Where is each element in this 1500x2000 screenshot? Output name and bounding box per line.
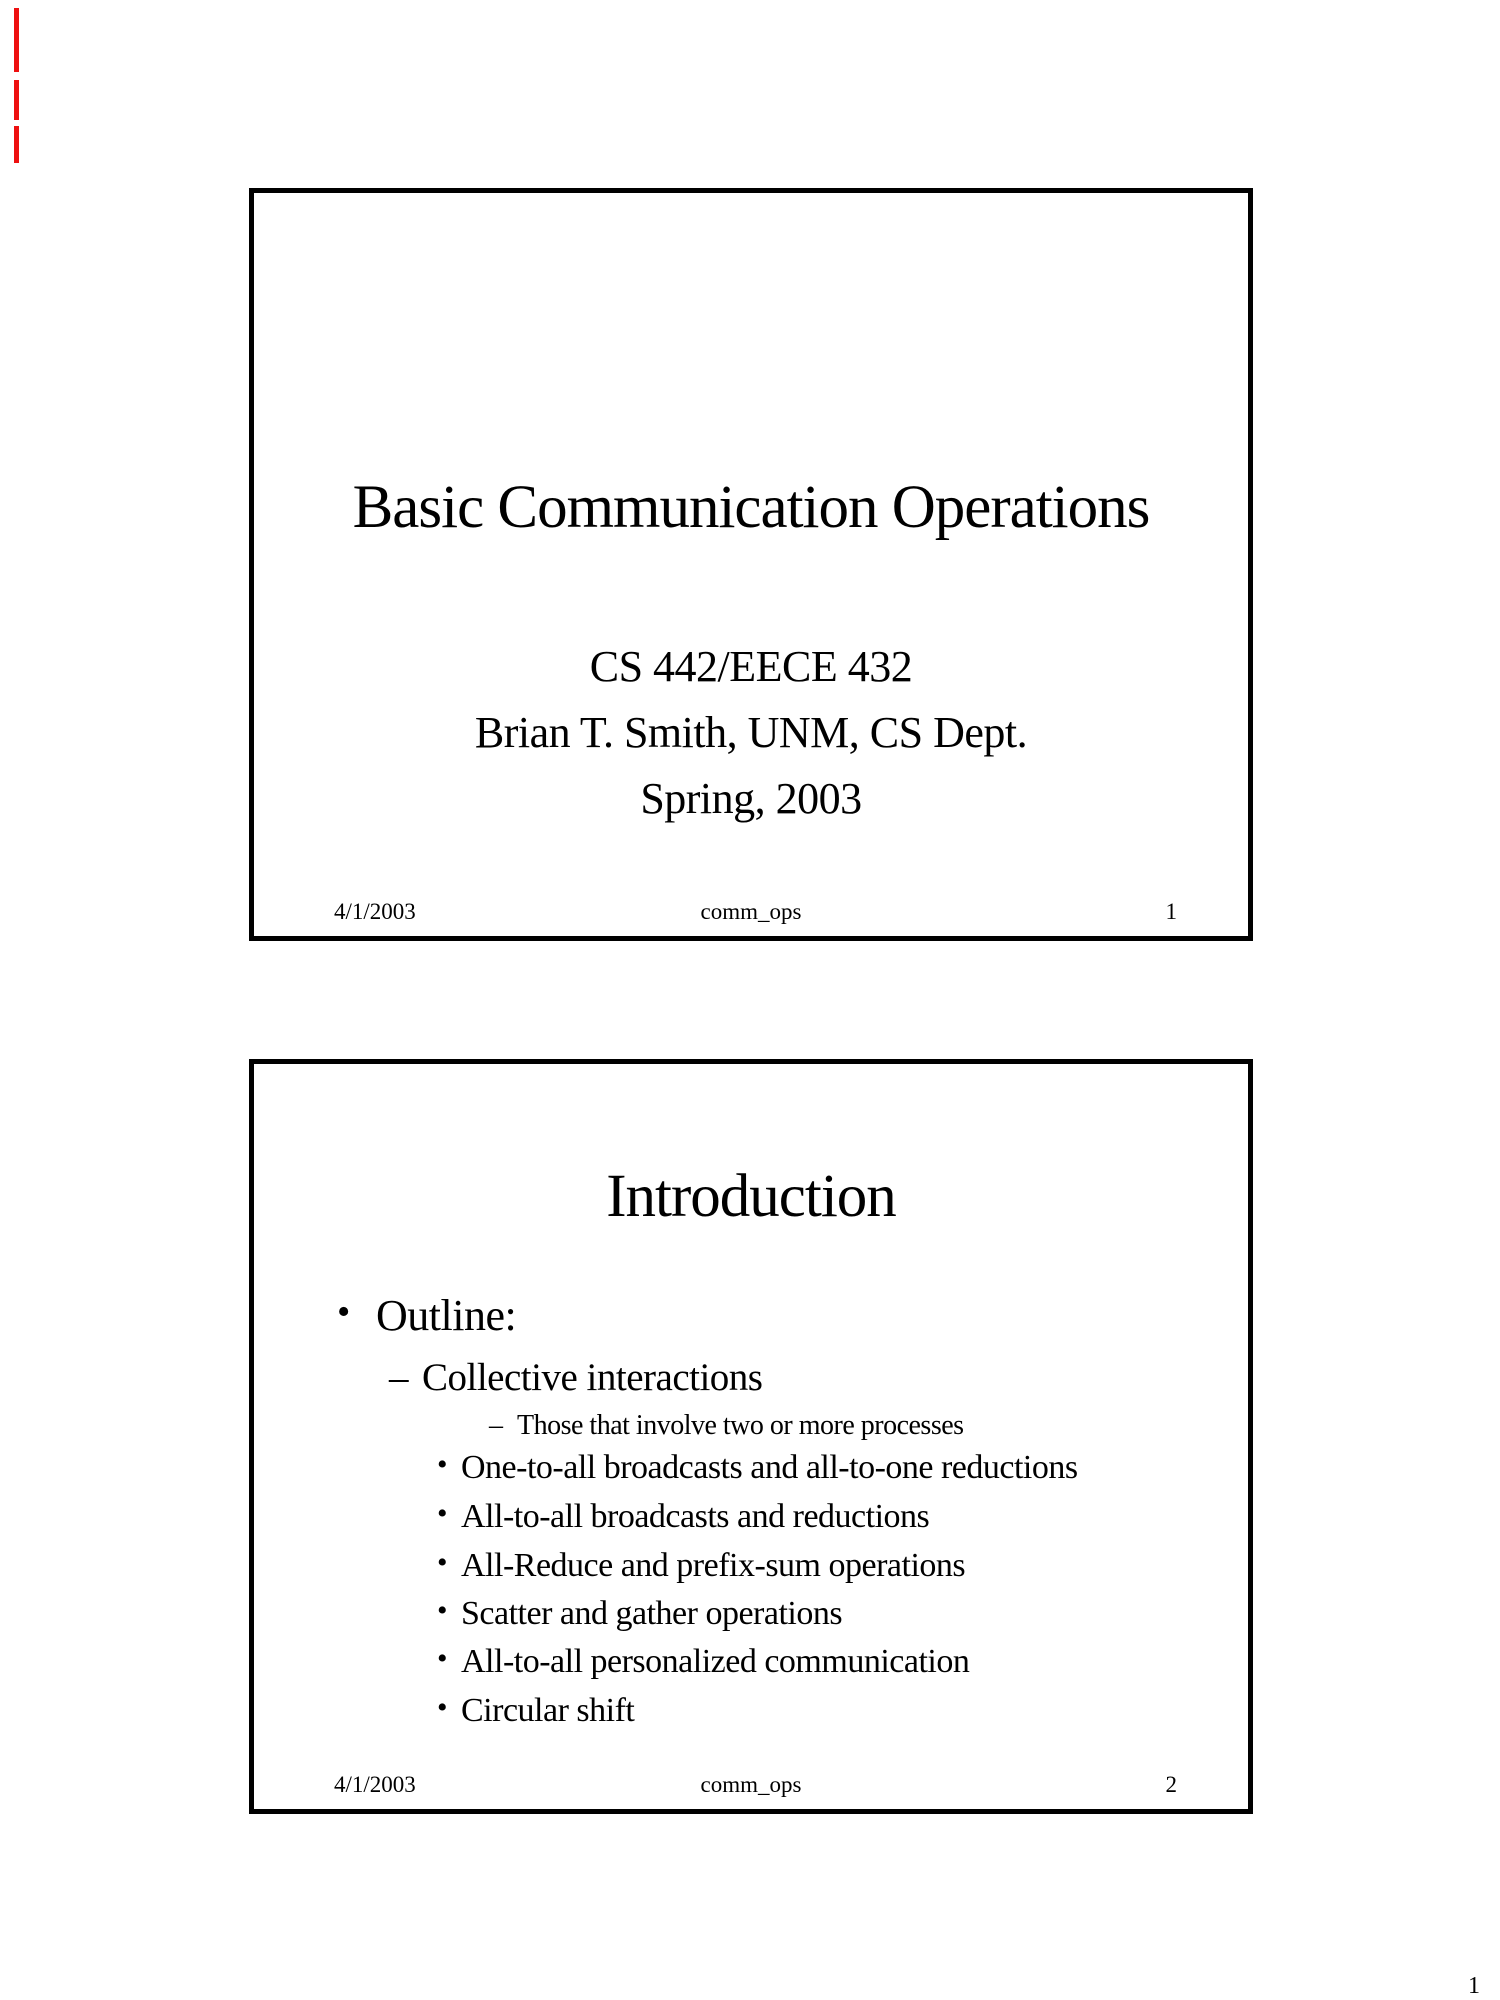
slide-1-title: Basic Communication Operations <box>352 474 1150 541</box>
bullet-marker: • <box>437 1594 448 1627</box>
bullet-marker: • <box>437 1691 448 1724</box>
bullet-item <box>254 1497 1248 1536</box>
bullet-text: One-to-all broadcasts and all-to-one reductions <box>461 1449 1078 1486</box>
bullet-item <box>254 1546 1248 1585</box>
slide-1-footer <box>254 899 1248 924</box>
slide-1-subtitle <box>254 634 1248 832</box>
bullet-text: Scatter and gather operations <box>461 1595 843 1632</box>
bullet-item <box>254 1356 1248 1401</box>
slide-2-footer <box>254 1772 1248 1797</box>
subtitle-line-author: Brian T. Smith, UNM, CS Dept. <box>474 708 1028 757</box>
bullet-text: All-Reduce and prefix-sum operations <box>461 1547 966 1584</box>
slide-2 <box>249 1059 1253 1814</box>
bullet-marker: • <box>437 1642 448 1675</box>
bullet-marker: – <box>489 1410 503 1441</box>
scan-artifact-mark <box>14 126 19 163</box>
footer-slide-number: 1 <box>1165 898 1177 924</box>
subtitle-line-term: Spring, 2003 <box>640 774 862 823</box>
bullet-marker: • <box>437 1497 448 1530</box>
footer-date: 4/1/2003 <box>334 898 416 924</box>
scan-artifact-mark <box>14 80 19 120</box>
page-number: 1 <box>1468 1973 1480 1999</box>
scan-artifact-mark <box>14 8 19 72</box>
subtitle-line-course: CS 442/EECE 432 <box>589 642 913 691</box>
bullet-text: All-to-all personalized communication <box>461 1643 970 1680</box>
bullet-text: Outline: <box>376 1291 517 1340</box>
bullet-item <box>254 1594 1248 1633</box>
bullet-text: Those that involve two or more processes <box>517 1410 964 1441</box>
slide-1 <box>249 188 1253 941</box>
bullet-text: Collective interactions <box>422 1356 763 1399</box>
footer-filename: comm_ops <box>700 1771 802 1797</box>
footer-date: 4/1/2003 <box>334 1771 416 1797</box>
bullet-marker: – <box>389 1356 408 1399</box>
slide-2-title: Introduction <box>606 1163 896 1230</box>
bullet-item <box>254 1691 1248 1730</box>
bullet-marker: • <box>437 1546 448 1579</box>
footer-filename: comm_ops <box>700 898 802 924</box>
bullet-marker: • <box>337 1291 350 1333</box>
bullet-item <box>254 1642 1248 1681</box>
bullet-item <box>254 1291 1248 1342</box>
bullet-marker: • <box>437 1448 448 1481</box>
bullet-item <box>254 1448 1248 1487</box>
bullet-item <box>254 1410 1248 1442</box>
bullet-text: All-to-all broadcasts and reductions <box>461 1498 930 1535</box>
bullet-text: Circular shift <box>461 1692 635 1729</box>
footer-slide-number: 2 <box>1165 1771 1177 1797</box>
